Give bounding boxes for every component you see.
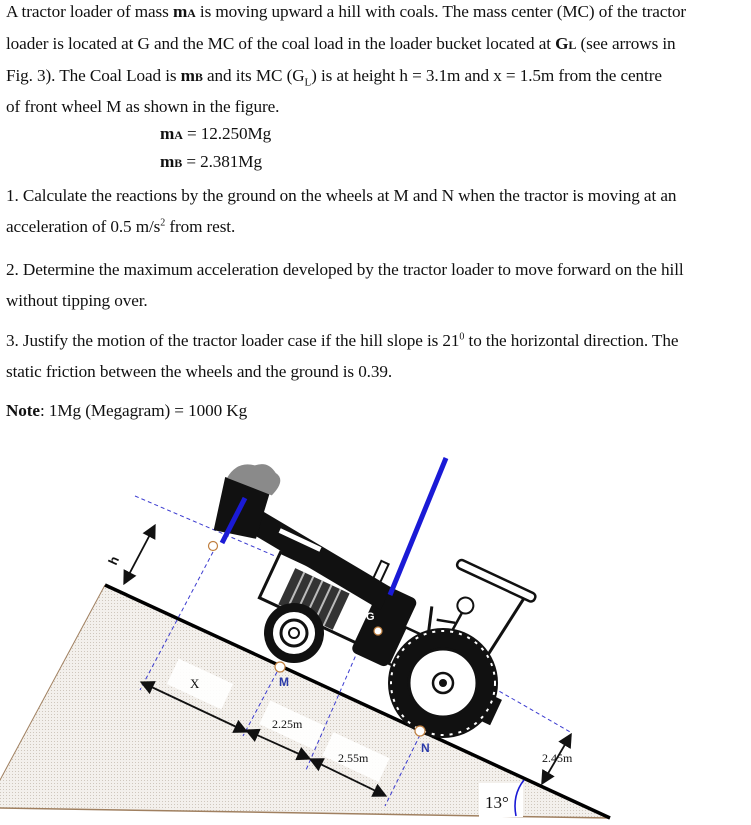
- g-indicator-arrow: [390, 458, 446, 595]
- mass-a-subscript: A: [187, 6, 196, 20]
- gl-point: [209, 542, 218, 551]
- question-1-line-2: [6, 217, 235, 237]
- text: A tractor loader of mass: [6, 2, 173, 21]
- gl-subscript: L: [304, 76, 312, 89]
- superscript: 2: [160, 217, 166, 229]
- n-point: [415, 726, 425, 736]
- intro-line-4: of front wheel M as shown in the figure.: [6, 97, 280, 116]
- superscript: 0: [459, 331, 465, 343]
- text: (see arrows in: [576, 34, 676, 53]
- intro-line-3: [6, 66, 662, 88]
- front-wheel: [264, 603, 324, 663]
- text: is moving upward a hill with coals. The mass center (MC) of the tractor: [195, 2, 687, 21]
- m-label: M: [279, 675, 289, 689]
- text: loader is located at G and the MC of the coal load in the loader bucket located at: [6, 34, 556, 53]
- mass-a-value: = 12.250Mg: [182, 124, 272, 143]
- mass-b-symbol: m: [160, 152, 175, 171]
- d1-label: 2.25m: [272, 717, 303, 731]
- angle-label: 13°: [485, 793, 509, 812]
- question-2-line-2: without tipping over.: [6, 291, 148, 310]
- text: 3. Justify the motion of the tractor loader case if the hill slope is 21: [6, 331, 460, 350]
- g-point: [374, 627, 382, 635]
- gl-subscript: L: [568, 38, 577, 52]
- question-1-line-1: 1. Calculate the reactions by the ground on the wheels at M and N when the tractor is moving at an: [6, 186, 677, 205]
- g-label: G: [366, 611, 375, 623]
- gl-label: GL: [192, 534, 206, 547]
- m-point: [275, 662, 285, 672]
- mass-b-value: = 2.381Mg: [182, 152, 262, 171]
- mass-b-symbol: m: [180, 66, 195, 85]
- text: acceleration of 0.5 m/s: [6, 217, 161, 236]
- text: to the horizontal direction. The: [464, 331, 679, 350]
- text: from rest.: [165, 217, 236, 236]
- d2-label: 2.55m: [338, 751, 369, 765]
- mass-b-subscript: B: [174, 156, 183, 170]
- text: Fig. 3). The Coal Load is: [6, 66, 181, 85]
- tractor-loader-figure: [0, 430, 751, 825]
- question-3-line-2: static friction between the wheels and the ground is 0.39.: [6, 362, 393, 381]
- note-text: : 1Mg (Megagram) = 1000 Kg: [39, 401, 248, 420]
- given-mass-a: [160, 124, 271, 144]
- mass-a-subscript: A: [174, 128, 183, 142]
- h-label: h: [105, 553, 123, 568]
- x-label: X: [190, 676, 200, 691]
- intro-line-1: [6, 2, 746, 22]
- driver-head: [455, 595, 476, 616]
- cab-roof: [456, 559, 537, 603]
- question-2-line-1: 2. Determine the maximum acceleration developed by the tractor loader to move forward on the hill: [6, 260, 684, 279]
- mass-a-symbol: m: [160, 124, 175, 143]
- n-label: N: [421, 741, 430, 755]
- gl-symbol: G: [555, 34, 569, 53]
- note-label: Note: [6, 401, 40, 420]
- d3-label: 2.45m: [542, 751, 573, 765]
- h-dimension-arrow: [125, 527, 154, 582]
- intro-line-2: [6, 34, 676, 54]
- given-mass-b: [160, 152, 262, 172]
- note: [6, 401, 247, 421]
- question-3-line-1: [6, 331, 678, 351]
- mass-b-subscript: B: [194, 70, 203, 84]
- text: ) is at height h = 3.1m and x = 1.5m from the centre: [311, 66, 662, 85]
- text: and its MC (G: [202, 66, 305, 85]
- rear-wheel: [388, 628, 498, 738]
- mass-a-symbol: m: [172, 2, 188, 21]
